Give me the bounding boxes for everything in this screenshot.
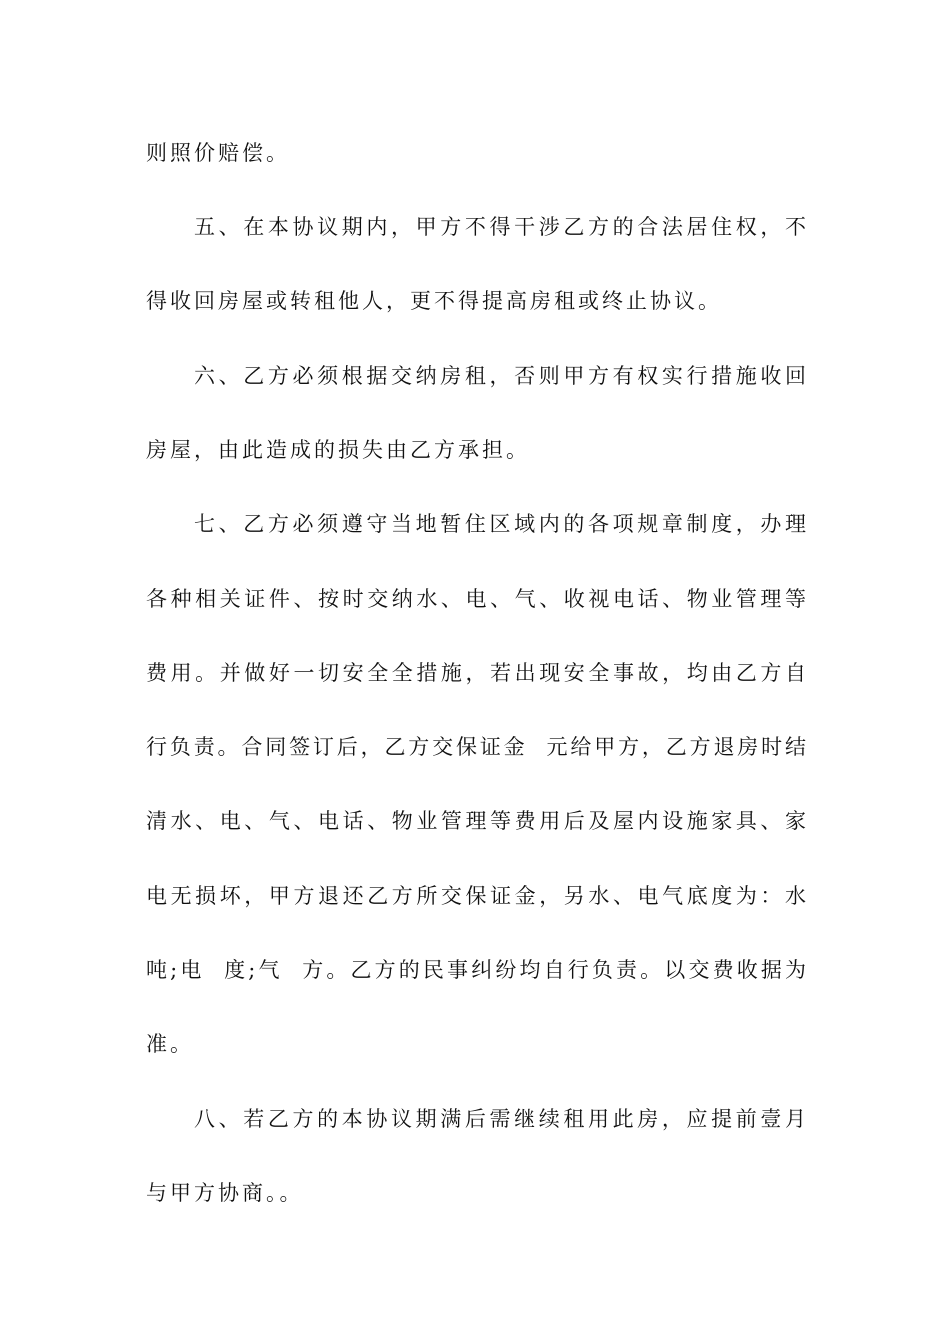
paragraph-six-line-2: 房屋，由此造成的损失由乙方承担。 bbox=[146, 438, 530, 462]
paragraph-five-line-1: 五、在本协议期内，甲方不得干涉乙方的合法居住权，不 bbox=[194, 215, 806, 239]
paragraph-seven-line-2: 各种相关证件、按时交纳水、电、气、收视电话、物业管理等 bbox=[146, 587, 806, 611]
paragraph-seven-line-6: 电无损坏，甲方退还乙方所交保证金，另水、电气底度为：水 bbox=[146, 884, 806, 908]
paragraph-eight-line-2: 与甲方协商。。 bbox=[146, 1181, 304, 1205]
paragraph-seven-line-5: 清水、电、气、电话、物业管理等费用后及屋内设施家具、家 bbox=[146, 809, 806, 833]
paragraph-six-line-1: 六、乙方必须根据交纳房租，否则甲方有权实行措施收回 bbox=[194, 364, 806, 388]
text-line: 则照价赔偿。 bbox=[146, 141, 290, 165]
paragraph-seven-line-8: 准。 bbox=[146, 1032, 194, 1056]
paragraph-seven-line-1: 七、乙方必须遵守当地暂住区域内的各项规章制度，办理 bbox=[194, 512, 806, 536]
paragraph-five-line-2: 得收回房屋或转租他人，更不得提高房租或终止协议。 bbox=[146, 289, 722, 313]
paragraph-seven-line-4: 行负责。合同签订后，乙方交保证金 元给甲方，乙方退房时结 bbox=[146, 735, 806, 759]
paragraph-seven-line-7: 吨;电 度;气 方。乙方的民事纠纷均自行负责。以交费收据为 bbox=[146, 958, 806, 982]
paragraph-eight-line-1: 八、若乙方的本协议期满后需继续租用此房，应提前壹月 bbox=[194, 1107, 806, 1131]
paragraph-seven-line-3: 费用。并做好一切安全全措施，若出现安全事故，均由乙方自 bbox=[146, 661, 806, 685]
